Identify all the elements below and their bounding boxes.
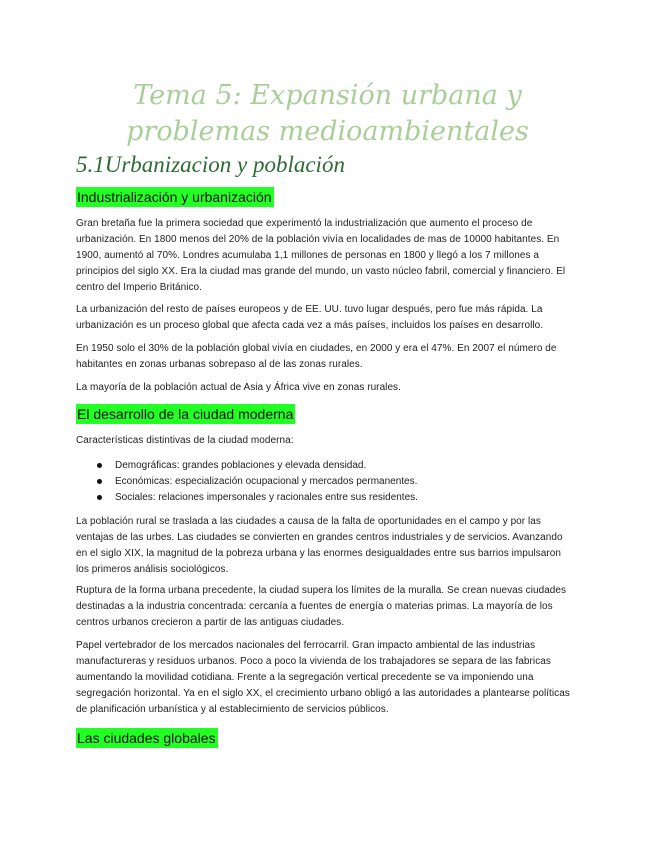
bullet-icon (97, 463, 102, 468)
document-title: Tema 5: Expansión urbana y problemas medioambientales (126, 80, 529, 147)
list-item: Demográficas: grandes poblaciones y elevada densidad. (95, 458, 418, 474)
paragraph-1: Gran bretaña fue la primera sociedad que experimentó la industrialización que aumento el proceso de urbanización. En 1800 menos del 20% de la población vivía en localidades de mas de 10000 habitantes. En 1900, aumentó al 70%. Londres acumulaba 1,1 millones de personas en 1800 y llegó a los 7 millones a principios del siglo XX. Era la ciudad mas grande del mundo, un vasto núcleo fabril, comercial y financiero. El centro del Imperio Británico. (76, 218, 566, 293)
subheading-ciudades-globales: Las ciudades globales (77, 730, 216, 746)
paragraph-7: Ruptura de la forma urbana precedente, la ciudad supera los límites de la muralla. Se crean nuevas ciudades destinadas a la industria concentrada: cercanía a fuentes de energía o materias primas. La mayoría de los centros urbanos crecieron a partir de las antiguas ciudades. (76, 585, 567, 628)
list-item: Sociales: relaciones impersonales y racionales entre sus residentes. (95, 490, 418, 506)
bullet-icon (97, 495, 102, 500)
list-item: Económicas: especialización ocupacional y mercados permanentes. (95, 474, 418, 490)
paragraph-3: En 1950 solo el 30% de la población global vivía en ciudades, en 2000 y era el 47%. En 2007 el número de habitantes en zonas urbanas sobrepaso al de las zonas rurales. (76, 343, 557, 370)
paragraph-2: La urbanización del resto de países europeos y de EE. UU. tuvo lugar después, pero fue más rápida. La urbanización es un proceso global que afecta cada vez a más países, incluidos los países en desarrollo. (76, 304, 544, 331)
characteristics-list (95, 458, 418, 506)
paragraph-4: La mayoría de la población actual de Asia y África vive en zonas rurales. (76, 382, 401, 393)
paragraph-5: Características distintivas de la ciudad moderna: (76, 435, 294, 446)
section-heading: 5.1Urbanizacion y población (76, 152, 345, 177)
paragraph-8: Papel vertebrador de los mercados nacionales del ferrocarril. Gran impacto ambiental de las industrias manufactureras y residuos urbanos. Poco a poco la vivienda de los trabajadores se separa de las fabricas aumentando la movilidad cotidiana. Frente a la segregación vertical precedente se va imponiendo una segregación horizontal. Ya en el siglo XX, el crecimiento urbano obligó a las autoridades a plantearse políticas de planificación urbanística y al establecimiento de servicios públicos. (76, 640, 570, 715)
bullet-icon (97, 479, 102, 484)
subheading-desarrollo: El desarrollo de la ciudad moderna (77, 406, 294, 422)
paragraph-6: La población rural se traslada a las ciudades a causa de la falta de oportunidades en el campo y por las ventajas de las urbes. Las ciudades se convierten en grandes centros industriales y de servicios. Avanzando en el siglo XIX, la magnitud de la pobreza urbana y las enormes desigualdades entre sus barrios impulsaron los primeros análisis sociológicos. (76, 516, 563, 575)
subheading-industrializacion: Industrialización y urbanización (77, 189, 272, 205)
